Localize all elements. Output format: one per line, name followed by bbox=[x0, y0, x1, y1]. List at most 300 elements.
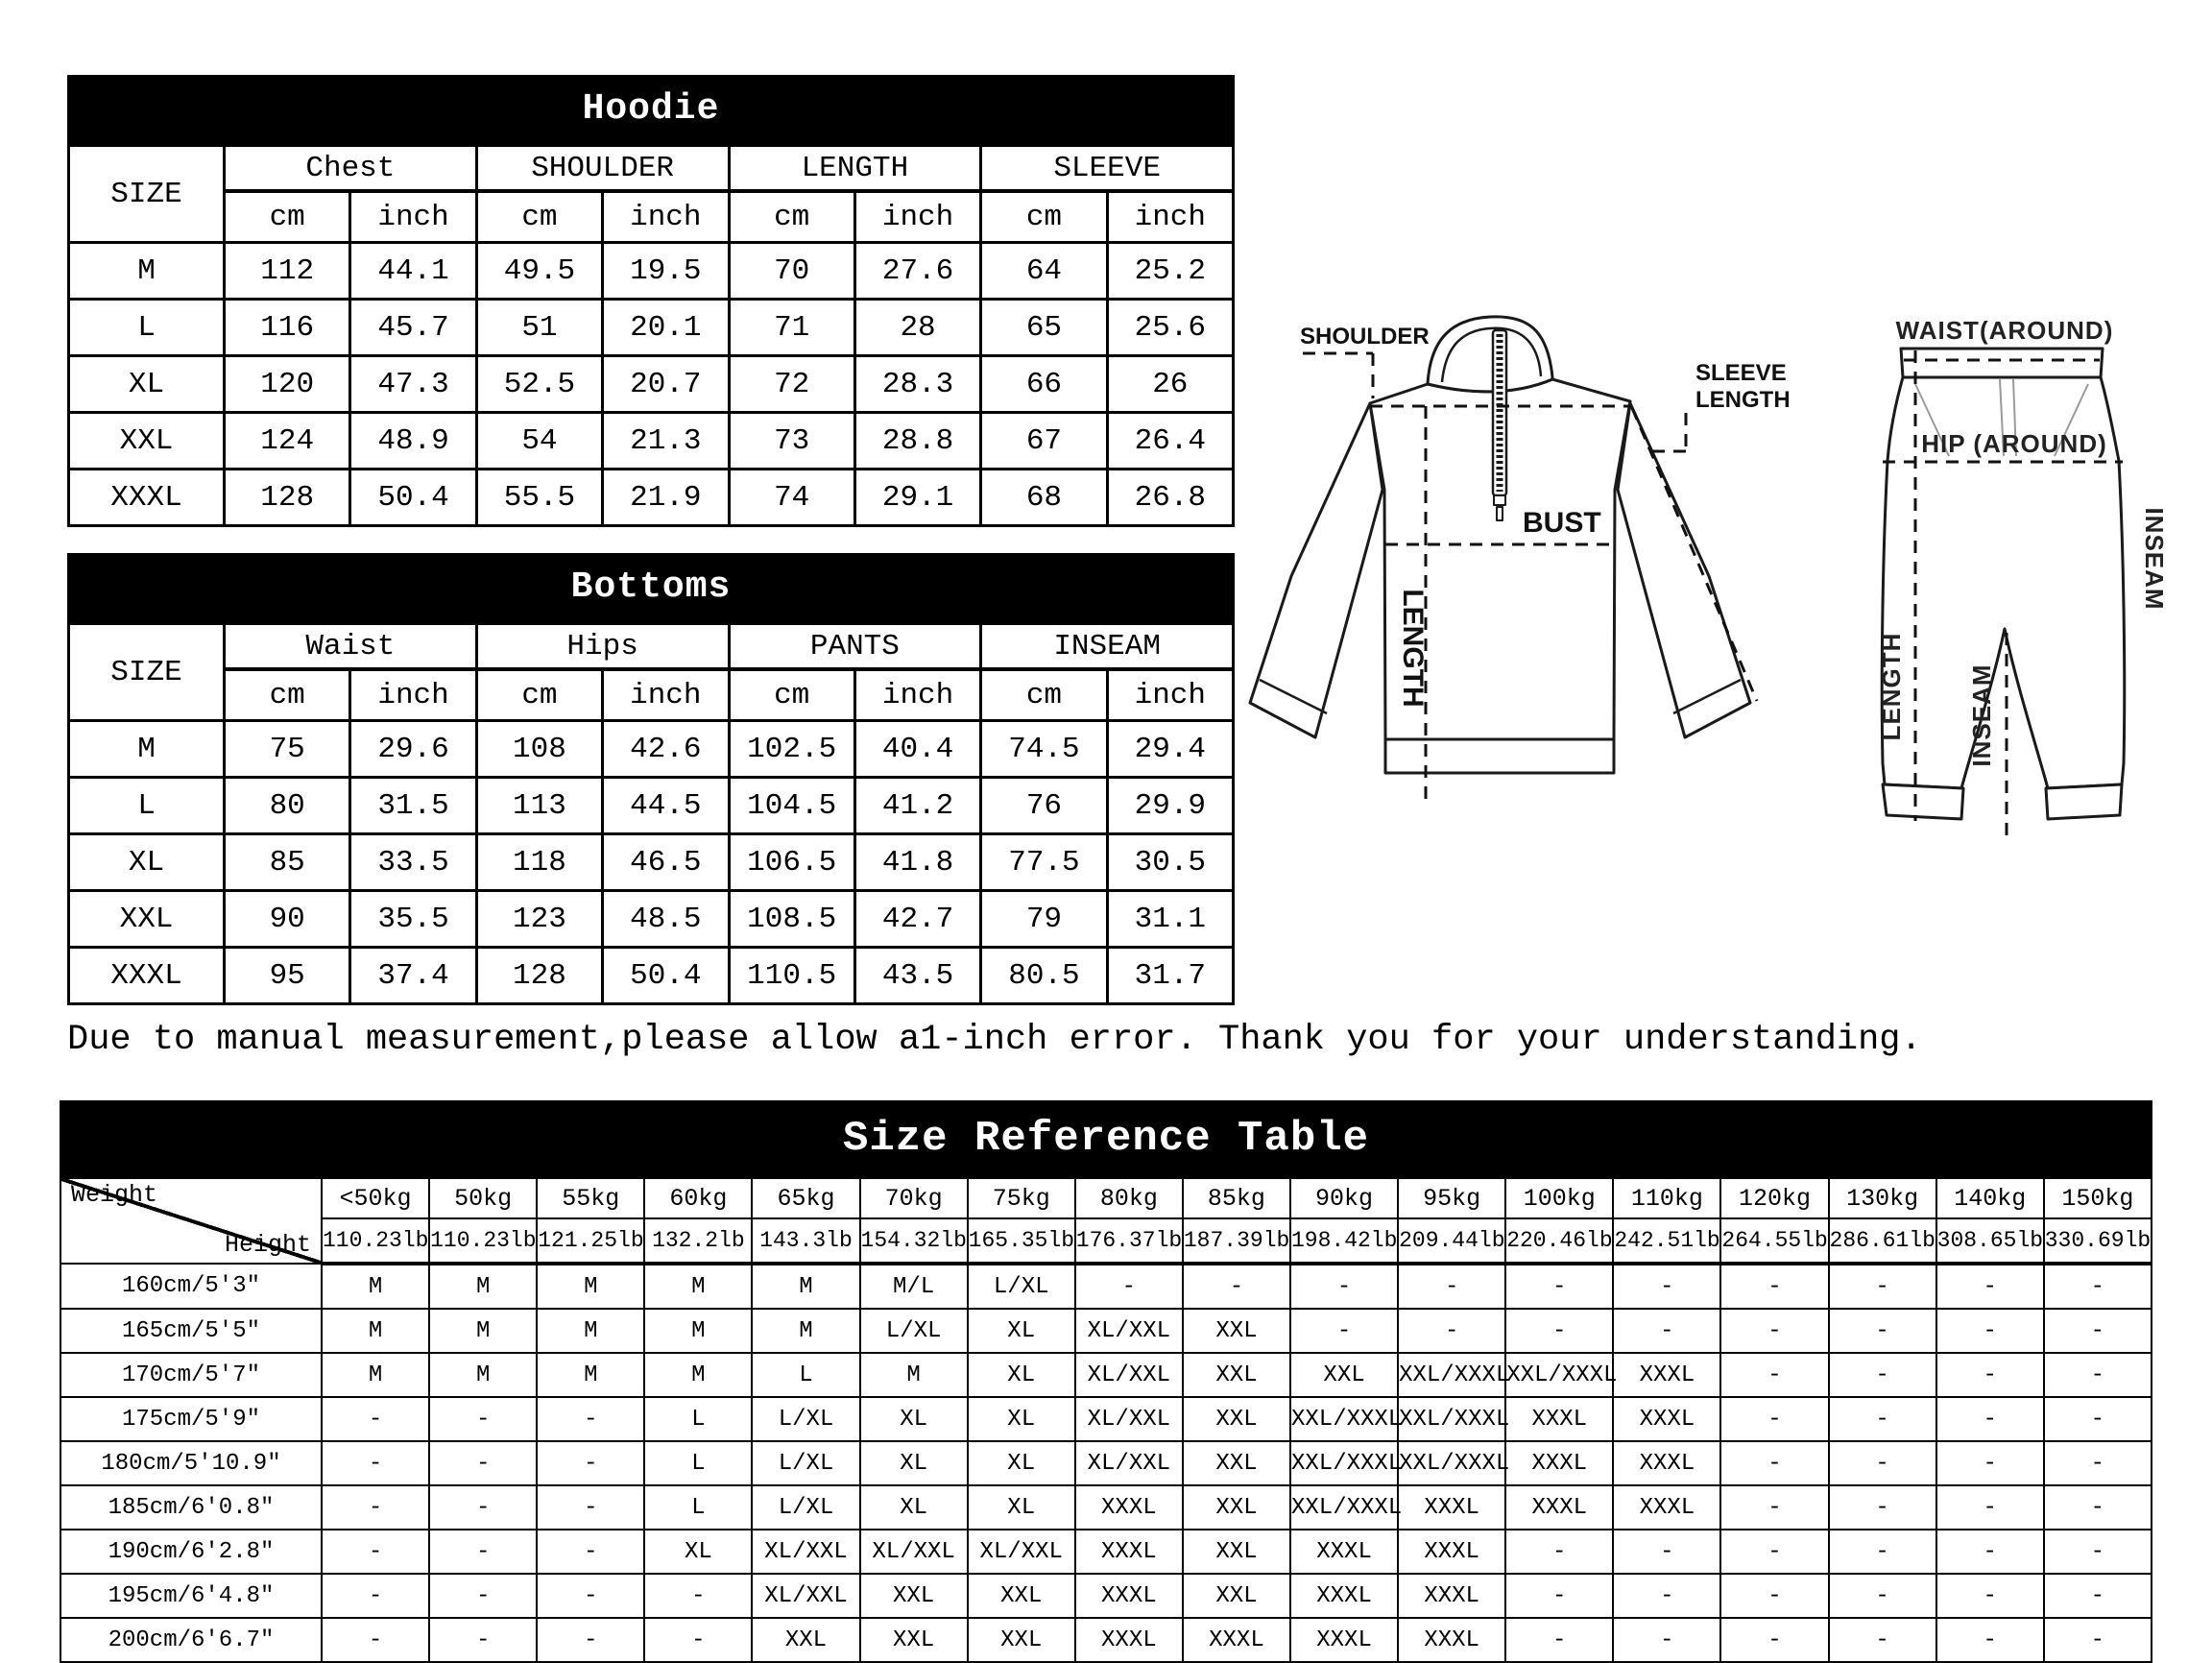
bottoms-unit-header-row bbox=[69, 669, 1234, 721]
size-recommendation-cell: L/XL bbox=[752, 1485, 859, 1530]
size-recommendation-cell: - bbox=[1936, 1264, 2044, 1309]
measurement-cell: 120 bbox=[225, 356, 350, 413]
measurement-cell: 112 bbox=[225, 243, 350, 300]
size-recommendation-cell: XXXL bbox=[1505, 1397, 1613, 1441]
size-recommendation-cell: M bbox=[429, 1309, 537, 1353]
measurement-cell: 26.4 bbox=[1107, 413, 1233, 470]
measurement-cell: 29.9 bbox=[1107, 778, 1233, 834]
size-recommendation-cell: M bbox=[860, 1353, 968, 1397]
measurement-cell: 80.5 bbox=[981, 948, 1107, 1004]
unit-cm: cm bbox=[225, 191, 350, 243]
size-recommendation-cell: - bbox=[2044, 1574, 2152, 1618]
hoodie-group-header-row bbox=[69, 146, 1234, 192]
size-recommendation-cell: M bbox=[322, 1353, 429, 1397]
size-recommendation-cell: XXXL bbox=[1075, 1485, 1183, 1530]
size-recommendation-cell: - bbox=[1720, 1309, 1828, 1353]
weight-kg-header: 50kg bbox=[429, 1178, 537, 1218]
weight-lb-header: 264.55lb bbox=[1720, 1218, 1828, 1264]
shoulder-group-header: SHOULDER bbox=[476, 146, 729, 192]
size-recommendation-cell: L/XL bbox=[752, 1441, 859, 1485]
weight-kg-header: 60kg bbox=[644, 1178, 752, 1218]
size-recommendation-cell: - bbox=[1720, 1530, 1828, 1574]
measurement-cell: 108.5 bbox=[729, 891, 854, 948]
weight-kg-header: 75kg bbox=[968, 1178, 1075, 1218]
measurement-cell: 27.6 bbox=[854, 243, 980, 300]
weight-kg-header: 55kg bbox=[537, 1178, 644, 1218]
measurement-cell: 52.5 bbox=[476, 356, 602, 413]
measurement-cell: 74.5 bbox=[981, 721, 1107, 778]
size-recommendation-cell: XL/XXL bbox=[1075, 1309, 1183, 1353]
weight-lb-header: 110.23lb bbox=[429, 1218, 537, 1264]
size-recommendation-cell: L bbox=[644, 1441, 752, 1485]
unit-cm: cm bbox=[981, 669, 1107, 721]
measurement-cell: 113 bbox=[476, 778, 602, 834]
size-recommendation-cell: XXL bbox=[860, 1618, 968, 1662]
measurement-cell: 65 bbox=[981, 300, 1107, 356]
size-recommendation-cell: - bbox=[322, 1530, 429, 1574]
size-recommendation-cell: - bbox=[1829, 1441, 1936, 1485]
size-recommendation-cell: - bbox=[1829, 1397, 1936, 1441]
measurement-cell: 85 bbox=[225, 834, 350, 891]
measurement-cell: 64 bbox=[981, 243, 1107, 300]
size-recommendation-cell: XL/XXL bbox=[752, 1574, 859, 1618]
size-recommendation-cell: M bbox=[322, 1264, 429, 1309]
size-recommendation-cell: XXL bbox=[1183, 1353, 1290, 1397]
size-recommendation-cell: XXXL bbox=[1613, 1397, 1720, 1441]
weight-lb-header: 176.37lb bbox=[1075, 1218, 1183, 1264]
size-recommendation-cell: XL bbox=[968, 1353, 1075, 1397]
unit-cm: cm bbox=[476, 669, 602, 721]
size-recommendation-cell: - bbox=[2044, 1530, 2152, 1574]
bottoms-group-header-row bbox=[69, 624, 1234, 670]
size-recommendation-cell: XXXL bbox=[1613, 1353, 1720, 1397]
size-recommendation-cell: - bbox=[1613, 1309, 1720, 1353]
size-recommendation-cell: XXL bbox=[1290, 1353, 1398, 1397]
table-row bbox=[60, 1264, 2152, 1309]
measurement-cell: 28 bbox=[854, 300, 980, 356]
size-label: M bbox=[69, 243, 225, 300]
size-recommendation-cell: XXXL bbox=[1398, 1618, 1505, 1662]
hips-group-header: Hips bbox=[476, 624, 729, 670]
size-recommendation-cell: M bbox=[644, 1264, 752, 1309]
height-label: 170cm/5'7″ bbox=[60, 1353, 322, 1397]
measurement-cell: 41.8 bbox=[854, 834, 980, 891]
table-row bbox=[69, 834, 1234, 891]
size-recommendation-cell: XXL bbox=[1183, 1574, 1290, 1618]
inseam-right-label: INSEAM bbox=[2140, 507, 2169, 611]
weight-lb-header: 198.42lb bbox=[1290, 1218, 1398, 1264]
size-recommendation-cell: XXL bbox=[968, 1574, 1075, 1618]
size-recommendation-cell: - bbox=[2044, 1264, 2152, 1309]
size-recommendation-cell: - bbox=[2044, 1353, 2152, 1397]
weight-lb-header: 110.23lb bbox=[322, 1218, 429, 1264]
measurement-cell: 31.5 bbox=[350, 778, 476, 834]
size-recommendation-cell: - bbox=[1829, 1618, 1936, 1662]
table-row bbox=[69, 243, 1234, 300]
size-recommendation-cell: XL bbox=[860, 1397, 968, 1441]
measurement-cell: 31.1 bbox=[1107, 891, 1233, 948]
size-recommendation-cell: XXL/XXXL bbox=[1398, 1397, 1505, 1441]
size-recommendation-cell: - bbox=[1505, 1618, 1613, 1662]
hoodie-size-table bbox=[67, 75, 1235, 527]
shoulder-label: SHOULDER bbox=[1300, 324, 1430, 349]
measurement-cell: 68 bbox=[981, 470, 1107, 526]
measurement-cell: 66 bbox=[981, 356, 1107, 413]
measurement-cell: 110.5 bbox=[729, 948, 854, 1004]
measurement-cell: 128 bbox=[476, 948, 602, 1004]
height-label: 160cm/5'3″ bbox=[60, 1264, 322, 1309]
table-row bbox=[60, 1485, 2152, 1530]
size-recommendation-cell: L bbox=[644, 1397, 752, 1441]
size-recommendation-cell: XXL bbox=[860, 1574, 968, 1618]
size-recommendation-cell: - bbox=[1720, 1353, 1828, 1397]
unit-cm: cm bbox=[225, 669, 350, 721]
right-ankle-cuff bbox=[2046, 784, 2122, 819]
size-recommendation-cell: - bbox=[1290, 1309, 1398, 1353]
weight-lb-header: 242.51lb bbox=[1613, 1218, 1720, 1264]
weight-kg-header: 140kg bbox=[1936, 1178, 2044, 1218]
size-recommendation-cell: - bbox=[1075, 1264, 1183, 1309]
size-recommendation-cell: XL/XXL bbox=[1075, 1441, 1183, 1485]
measurement-cell: 75 bbox=[225, 721, 350, 778]
unit-inch: inch bbox=[1107, 191, 1233, 243]
measurement-cell: 50.4 bbox=[350, 470, 476, 526]
size-label: M bbox=[69, 721, 225, 778]
weight-height-corner bbox=[60, 1178, 322, 1264]
size-recommendation-cell: XL/XXL bbox=[1075, 1353, 1183, 1397]
size-recommendation-cell: XXXL bbox=[1398, 1530, 1505, 1574]
size-recommendation-cell: XL/XXL bbox=[752, 1530, 859, 1574]
measurement-cell: 124 bbox=[225, 413, 350, 470]
weight-kg-header: 65kg bbox=[752, 1178, 859, 1218]
size-recommendation-cell: - bbox=[1720, 1441, 1828, 1485]
table-row bbox=[60, 1618, 2152, 1662]
size-recommendation-cell: XXL bbox=[1183, 1485, 1290, 1530]
size-recommendation-cell: - bbox=[2044, 1441, 2152, 1485]
size-recommendation-cell: M bbox=[644, 1309, 752, 1353]
size-recommendation-cell: XXXL bbox=[1075, 1618, 1183, 1662]
measurement-cell: 70 bbox=[729, 243, 854, 300]
sleeve-length-label-line1: SLEEVE bbox=[1695, 360, 1787, 386]
unit-inch: inch bbox=[854, 669, 980, 721]
size-recommendation-cell: - bbox=[1720, 1397, 1828, 1441]
bust-label: BUST bbox=[1523, 507, 1601, 539]
measurement-cell: 29.4 bbox=[1107, 721, 1233, 778]
sleeve-group-header: SLEEVE bbox=[981, 146, 1234, 192]
size-recommendation-cell: XL/XXL bbox=[968, 1530, 1075, 1574]
size-recommendation-cell: - bbox=[322, 1485, 429, 1530]
measurement-cell: 35.5 bbox=[350, 891, 476, 948]
size-recommendation-cell: XXXL bbox=[1613, 1485, 1720, 1530]
size-reference-table bbox=[60, 1100, 2152, 1663]
weight-kg-header: 150kg bbox=[2044, 1178, 2152, 1218]
inseam-center-label: INSEAM bbox=[1967, 663, 1996, 767]
size-recommendation-cell: - bbox=[429, 1618, 537, 1662]
size-recommendation-cell: - bbox=[1613, 1618, 1720, 1662]
size-label: L bbox=[69, 300, 225, 356]
size-recommendation-cell: - bbox=[1720, 1574, 1828, 1618]
size-recommendation-cell: - bbox=[429, 1530, 537, 1574]
size-recommendation-cell: - bbox=[429, 1485, 537, 1530]
height-label: 185cm/6'0.8″ bbox=[60, 1485, 322, 1530]
measurement-cell: 28.8 bbox=[854, 413, 980, 470]
table-row bbox=[60, 1397, 2152, 1441]
size-recommendation-cell: XL bbox=[968, 1441, 1075, 1485]
measurement-cell: 21.9 bbox=[603, 470, 729, 526]
measurement-cell: 25.6 bbox=[1107, 300, 1233, 356]
table-row bbox=[69, 948, 1234, 1004]
measurement-cell: 50.4 bbox=[603, 948, 729, 1004]
measurement-cell: 19.5 bbox=[603, 243, 729, 300]
size-recommendation-cell: - bbox=[1720, 1618, 1828, 1662]
hoodie-measurement-diagram bbox=[1238, 288, 1834, 826]
weight-lb-header: 308.65lb bbox=[1936, 1218, 2044, 1264]
size-recommendation-cell: XL bbox=[968, 1485, 1075, 1530]
size-label: XL bbox=[69, 356, 225, 413]
table-row bbox=[60, 1441, 2152, 1485]
size-recommendation-cell: - bbox=[2044, 1397, 2152, 1441]
size-label: XXL bbox=[69, 413, 225, 470]
zipper-tape bbox=[1493, 330, 1506, 495]
weight-kg-header: 70kg bbox=[860, 1178, 968, 1218]
size-recommendation-cell: - bbox=[644, 1618, 752, 1662]
measurement-cell: 102.5 bbox=[729, 721, 854, 778]
weight-lb-header: 165.35lb bbox=[968, 1218, 1075, 1264]
measurement-cell: 116 bbox=[225, 300, 350, 356]
size-recommendation-cell: XXL/XXXL bbox=[1398, 1353, 1505, 1397]
size-recommendation-cell: - bbox=[1829, 1530, 1936, 1574]
size-recommendation-cell: XL bbox=[968, 1309, 1075, 1353]
table-row bbox=[69, 778, 1234, 834]
size-recommendation-cell: M/L bbox=[860, 1264, 968, 1309]
measurement-cell: 42.7 bbox=[854, 891, 980, 948]
size-recommendation-cell: - bbox=[1936, 1441, 2044, 1485]
size-recommendation-cell: XXXL bbox=[1613, 1441, 1720, 1485]
sleeve-length-label-line2: LENGTH bbox=[1695, 387, 1791, 413]
corner-weight-label: Weight bbox=[71, 1181, 158, 1209]
size-recommendation-cell: M bbox=[644, 1353, 752, 1397]
measurement-cell: 42.6 bbox=[603, 721, 729, 778]
size-recommendation-cell: XXXL bbox=[1075, 1530, 1183, 1574]
measurement-cell: 26.8 bbox=[1107, 470, 1233, 526]
hoodie-unit-header-row bbox=[69, 191, 1234, 243]
size-recommendation-cell: - bbox=[537, 1574, 644, 1618]
weight-kg-header: 130kg bbox=[1829, 1178, 1936, 1218]
size-recommendation-cell: XXXL bbox=[1398, 1485, 1505, 1530]
unit-cm: cm bbox=[476, 191, 602, 243]
measurement-cell: 79 bbox=[981, 891, 1107, 948]
measurement-cell: 26 bbox=[1107, 356, 1233, 413]
height-label: 165cm/5'5″ bbox=[60, 1309, 322, 1353]
size-recommendation-cell: - bbox=[2044, 1309, 2152, 1353]
size-recommendation-cell: XL/XXL bbox=[1075, 1397, 1183, 1441]
size-recommendation-cell: XXL bbox=[1183, 1530, 1290, 1574]
measurement-cell: 128 bbox=[225, 470, 350, 526]
weight-kg-header: 85kg bbox=[1183, 1178, 1290, 1218]
size-recommendation-cell: M bbox=[537, 1264, 644, 1309]
bottoms-size-table bbox=[67, 553, 1235, 1005]
size-recommendation-cell: - bbox=[1829, 1264, 1936, 1309]
size-recommendation-cell: - bbox=[1398, 1264, 1505, 1309]
size-recommendation-cell: - bbox=[1505, 1309, 1613, 1353]
measurement-cell: 41.2 bbox=[854, 778, 980, 834]
zipper-pull bbox=[1497, 507, 1503, 520]
size-recommendation-cell: - bbox=[537, 1530, 644, 1574]
table-row bbox=[69, 721, 1234, 778]
measurement-cell: 31.7 bbox=[1107, 948, 1233, 1004]
zipper-stop bbox=[1494, 495, 1505, 505]
measurement-cell: 47.3 bbox=[350, 356, 476, 413]
measurement-cell: 73 bbox=[729, 413, 854, 470]
size-recommendation-cell: M bbox=[752, 1309, 859, 1353]
size-label: XL bbox=[69, 834, 225, 891]
size-recommendation-cell: - bbox=[322, 1441, 429, 1485]
height-label: 175cm/5'9″ bbox=[60, 1397, 322, 1441]
table-row bbox=[60, 1309, 2152, 1353]
measurement-cell: 123 bbox=[476, 891, 602, 948]
measurement-cell: 48.9 bbox=[350, 413, 476, 470]
hoodie-left-sleeve bbox=[1250, 403, 1382, 737]
sleeve-label-connector bbox=[1650, 413, 1686, 451]
weight-lb-header: 220.46lb bbox=[1505, 1218, 1613, 1264]
size-recommendation-cell: XXL/XXXL bbox=[1290, 1485, 1398, 1530]
size-recommendation-cell: XXL/XXXL bbox=[1398, 1441, 1505, 1485]
size-recommendation-cell: - bbox=[2044, 1485, 2152, 1530]
weight-kg-header-row bbox=[60, 1178, 2152, 1218]
hip-around-label: HIP (AROUND) bbox=[1921, 429, 2107, 458]
weight-lb-header: 121.25lb bbox=[537, 1218, 644, 1264]
size-recommendation-cell: XXL bbox=[752, 1618, 859, 1662]
unit-cm: cm bbox=[729, 669, 854, 721]
corner-height-label: Height bbox=[224, 1231, 311, 1259]
weight-lb-header-row bbox=[60, 1218, 2152, 1264]
size-recommendation-cell: XXL/XXXL bbox=[1505, 1353, 1613, 1397]
size-recommendation-cell: - bbox=[1183, 1264, 1290, 1309]
hoodie-hem-band bbox=[1385, 739, 1614, 773]
weight-lb-header: 209.44lb bbox=[1398, 1218, 1505, 1264]
measurement-cell: 46.5 bbox=[603, 834, 729, 891]
measurement-cell: 45.7 bbox=[350, 300, 476, 356]
measurement-cell: 28.3 bbox=[854, 356, 980, 413]
size-recommendation-cell: XXXL bbox=[1290, 1618, 1398, 1662]
measurement-cell: 40.4 bbox=[854, 721, 980, 778]
size-label: XXXL bbox=[69, 470, 225, 526]
size-recommendation-cell: M bbox=[429, 1264, 537, 1309]
size-column-header: SIZE bbox=[69, 146, 225, 243]
size-recommendation-cell: - bbox=[1829, 1574, 1936, 1618]
size-recommendation-cell: XL bbox=[968, 1397, 1075, 1441]
pants-measurement-diagram bbox=[1848, 312, 2189, 850]
measurement-cell: 104.5 bbox=[729, 778, 854, 834]
measurement-cell: 76 bbox=[981, 778, 1107, 834]
measurement-cell: 29.6 bbox=[350, 721, 476, 778]
measurement-cell: 108 bbox=[476, 721, 602, 778]
size-recommendation-cell: - bbox=[1505, 1574, 1613, 1618]
measurement-cell: 25.2 bbox=[1107, 243, 1233, 300]
size-recommendation-cell: XXL/XXXL bbox=[1290, 1441, 1398, 1485]
size-recommendation-cell: - bbox=[1936, 1485, 2044, 1530]
unit-inch: inch bbox=[350, 669, 476, 721]
unit-cm: cm bbox=[729, 191, 854, 243]
size-recommendation-cell: - bbox=[1936, 1309, 2044, 1353]
pants-waistband bbox=[1901, 349, 2103, 377]
size-recommendation-cell: - bbox=[1936, 1353, 2044, 1397]
size-label: L bbox=[69, 778, 225, 834]
size-recommendation-cell: XXXL bbox=[1183, 1618, 1290, 1662]
size-recommendation-cell: - bbox=[429, 1574, 537, 1618]
measurement-cell: 44.1 bbox=[350, 243, 476, 300]
measurement-cell: 71 bbox=[729, 300, 854, 356]
size-recommendation-cell: - bbox=[1829, 1353, 1936, 1397]
measurement-cell: 54 bbox=[476, 413, 602, 470]
hoodie-table-title: Hoodie bbox=[67, 75, 1235, 144]
weight-lb-header: 143.3lb bbox=[752, 1218, 859, 1264]
weight-lb-header: 330.69lb bbox=[2044, 1218, 2152, 1264]
measurement-note: Due to manual measurement,please allow a1-inch error. Thank you for your understanding. bbox=[67, 1020, 1922, 1060]
size-recommendation-cell: - bbox=[1613, 1530, 1720, 1574]
size-recommendation-cell: M bbox=[537, 1353, 644, 1397]
size-recommendation-cell: M bbox=[752, 1264, 859, 1309]
measurement-cell: 21.3 bbox=[603, 413, 729, 470]
size-recommendation-cell: XXXL bbox=[1290, 1574, 1398, 1618]
size-recommendation-cell: - bbox=[1720, 1485, 1828, 1530]
waist-around-label: WAIST(AROUND) bbox=[1895, 316, 2114, 345]
weight-lb-header: 132.2lb bbox=[644, 1218, 752, 1264]
measurement-cell: 106.5 bbox=[729, 834, 854, 891]
unit-cm: cm bbox=[981, 191, 1107, 243]
measurement-cell: 49.5 bbox=[476, 243, 602, 300]
size-recommendation-cell: L/XL bbox=[860, 1309, 968, 1353]
size-recommendation-cell: - bbox=[1290, 1264, 1398, 1309]
measurement-cell: 37.4 bbox=[350, 948, 476, 1004]
size-recommendation-cell: XXXL bbox=[1505, 1441, 1613, 1485]
length-group-header: LENGTH bbox=[729, 146, 981, 192]
measurement-cell: 77.5 bbox=[981, 834, 1107, 891]
size-recommendation-cell: - bbox=[644, 1574, 752, 1618]
waist-group-header: Waist bbox=[225, 624, 477, 670]
size-recommendation-cell: XL/XXL bbox=[860, 1530, 968, 1574]
size-recommendation-cell: XXL bbox=[1183, 1441, 1290, 1485]
size-recommendation-cell: - bbox=[322, 1574, 429, 1618]
measurement-cell: 80 bbox=[225, 778, 350, 834]
measurement-cell: 43.5 bbox=[854, 948, 980, 1004]
table-row bbox=[69, 470, 1234, 526]
size-recommendation-cell: L bbox=[644, 1485, 752, 1530]
size-recommendation-cell: - bbox=[537, 1618, 644, 1662]
height-label: 195cm/6'4.8″ bbox=[60, 1574, 322, 1618]
weight-kg-header: 80kg bbox=[1075, 1178, 1183, 1218]
size-recommendation-cell: - bbox=[1505, 1264, 1613, 1309]
measurement-cell: 118 bbox=[476, 834, 602, 891]
size-recommendation-cell: XXXL bbox=[1505, 1485, 1613, 1530]
size-recommendation-cell: - bbox=[537, 1397, 644, 1441]
table-row bbox=[60, 1353, 2152, 1397]
measurement-cell: 90 bbox=[225, 891, 350, 948]
size-label: XXL bbox=[69, 891, 225, 948]
size-recommendation-cell: XXXL bbox=[1398, 1574, 1505, 1618]
table-row bbox=[60, 1530, 2152, 1574]
height-label: 190cm/6'2.8″ bbox=[60, 1530, 322, 1574]
size-recommendation-cell: - bbox=[537, 1441, 644, 1485]
measurement-cell: 29.1 bbox=[854, 470, 980, 526]
unit-inch: inch bbox=[603, 191, 729, 243]
size-recommendation-cell: XXL bbox=[1183, 1397, 1290, 1441]
measurement-cell: 44.5 bbox=[603, 778, 729, 834]
weight-kg-header: <50kg bbox=[322, 1178, 429, 1218]
size-recommendation-cell: - bbox=[537, 1485, 644, 1530]
size-recommendation-cell: XXXL bbox=[1075, 1574, 1183, 1618]
size-recommendation-cell: M bbox=[429, 1353, 537, 1397]
